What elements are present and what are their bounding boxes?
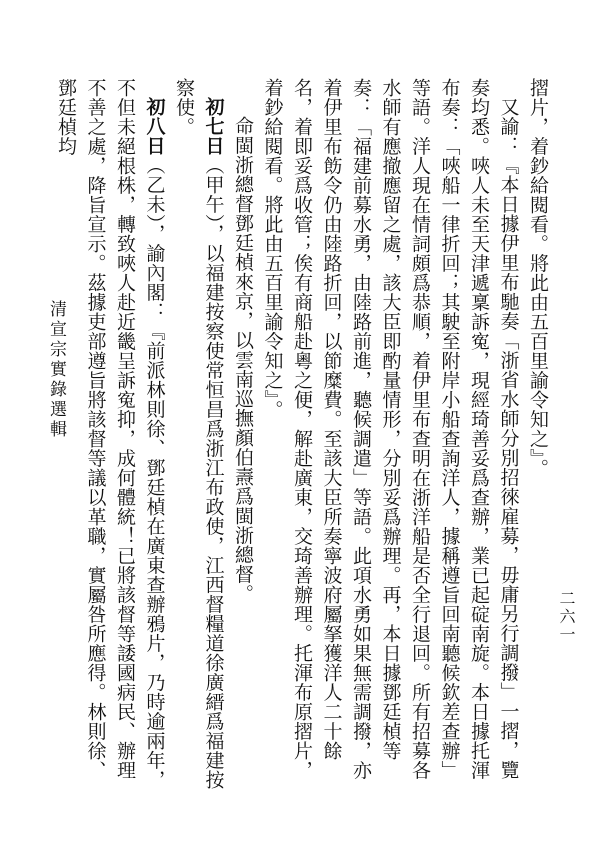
page-number: 二六一 [557, 590, 576, 644]
entry-day-8-text: （乙未），諭內閣：『前派林則徐、鄧廷楨在廣東查辦鴉片，乃時逾兩年，不但未絕根株，轉致唊人赴近畿呈訴寃抑，成何體統！已將該督等諉國病民、辦理不善之處，降旨宣示。茲據吏部遵旨將該督等議以革職，實屬咎所應得。林則徐、鄧廷楨均 [55, 78, 166, 790]
paragraph-continuation: 摺片，着鈔給閱看。將此由五百里諭令知之』。 [527, 78, 549, 478]
entry-day-7-date: 初七日 [202, 97, 225, 156]
paragraph-edict-1: 又諭：『本日據伊里布馳奏「浙省水師分別招徠雇募，毋庸另行調撥」一摺，覽奏均悉。唊人未至天津遞稟訴寃，現經琦善妥爲查辦，業已起碇南旋。本日據托渾布奏：「唊船一律折回；其駛至附岸小船查詢洋人，據稱遵旨回南聽候欽差查辦」等語。洋人現在情詞頗爲恭順，着伊里布查明在浙洋船是否全行退回。所有招募各水師有應撤應留之處，該大臣即酌量情形，分別妥爲辦理。再，本日據鄧廷楨等奏：「福建前募水勇，由陸路前進，聽候調遣」等語。此項水勇如果無需調撥，亦着伊里布飭令仍由陸路折回，以節糜費。至該大臣所奏寧波府屬拏獲洋人二十餘名，着即妥爲收管；俟有商船赴粵之便，解赴廣東，交琦善辦理。托渾布原摺片，着鈔給閱看。將此由五百里諭令知之』。 [261, 78, 520, 780]
paragraph-appointment: 命閩浙總督鄧廷楨來京，以雲南巡撫顏伯燾爲閩浙總督。 [232, 116, 254, 604]
entry-day-7-text: （甲午），以福建按察使常恒昌爲浙江布政使，江西督糧道徐廣縉爲福建按察使。 [173, 78, 225, 790]
entry-day-8-date: 初八日 [143, 97, 166, 156]
entry-day-7 [169, 78, 228, 798]
book-title: 清宣宗實錄選輯 [46, 300, 66, 440]
